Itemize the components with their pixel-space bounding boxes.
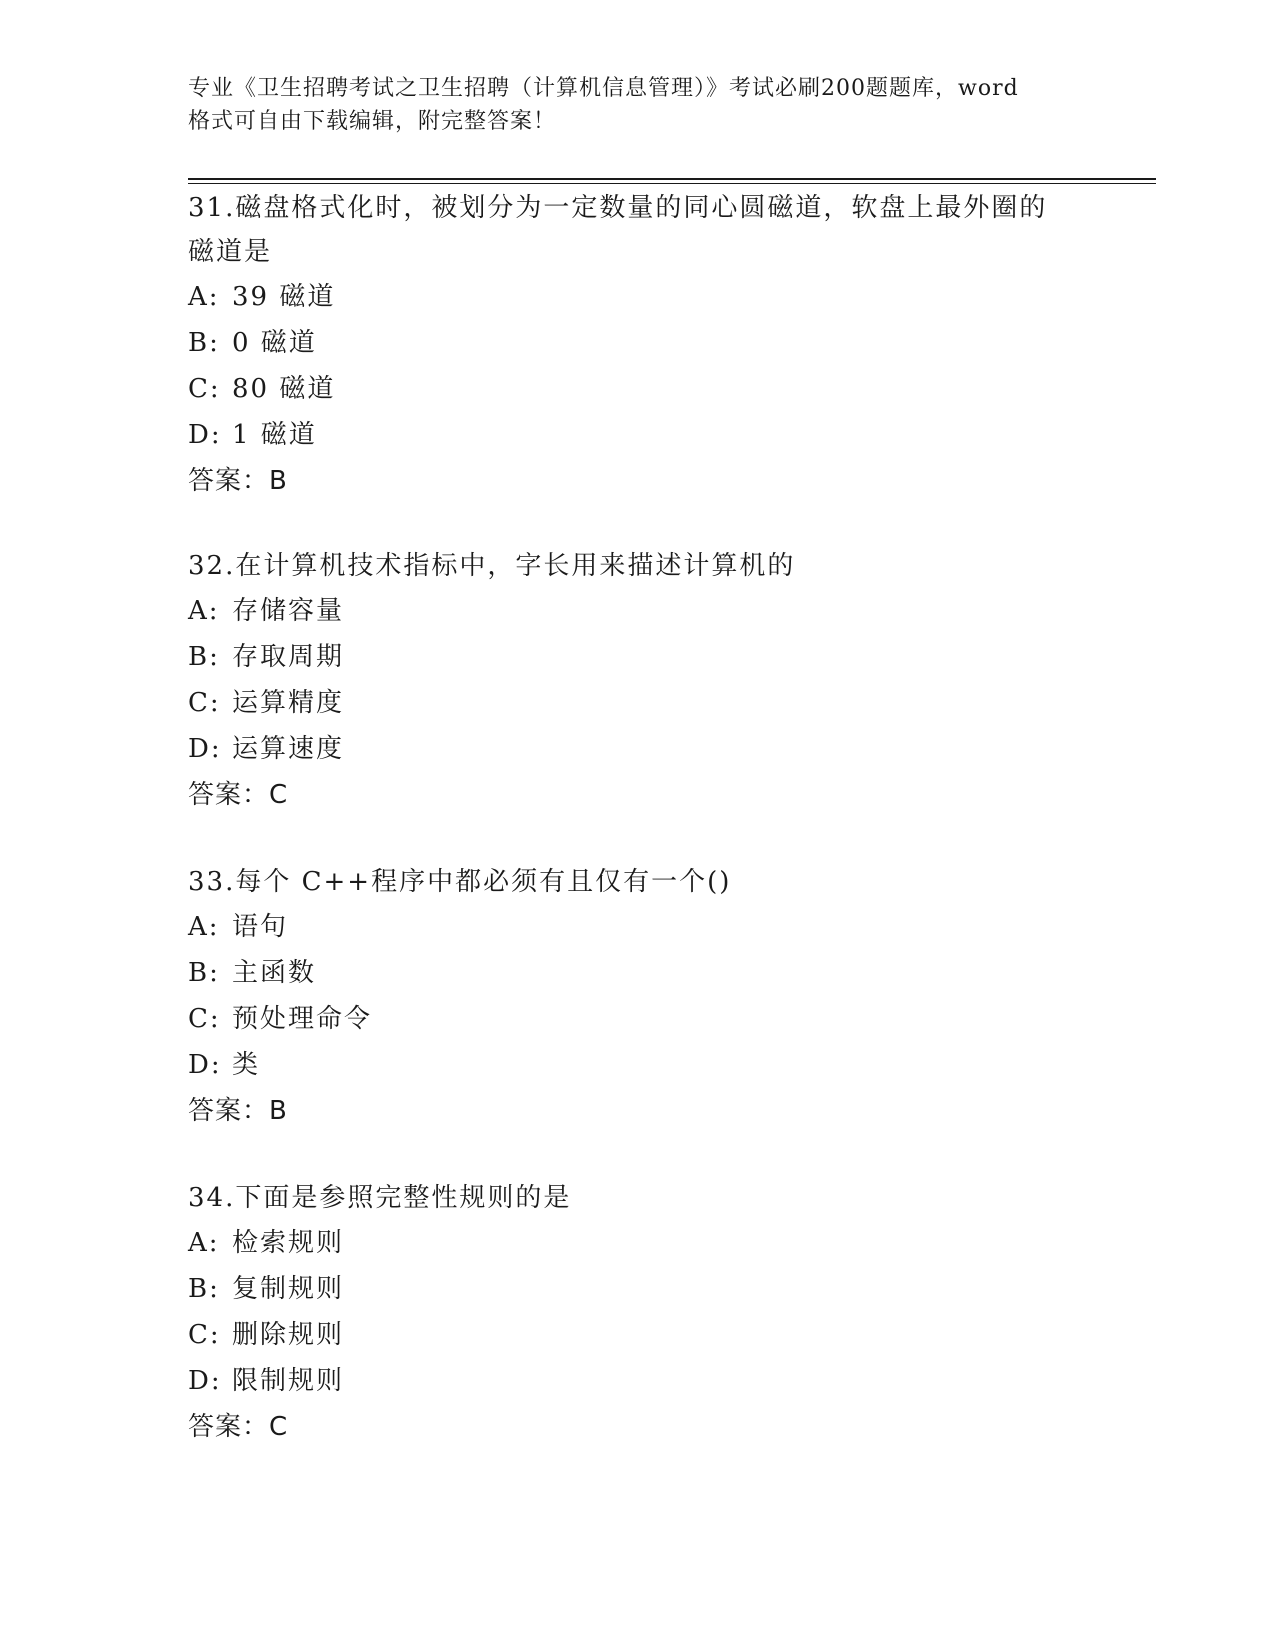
option-text: 存取周期 (232, 642, 345, 672)
option-b (188, 320, 1088, 366)
option-key: B: (188, 328, 220, 358)
question-stem-continued: 磁道是 (188, 237, 273, 267)
option-a (188, 588, 1088, 634)
option-text: 语句 (232, 912, 289, 942)
option-c (188, 366, 1088, 412)
option-text: 39 磁道 (232, 282, 336, 312)
option-a (188, 1220, 1088, 1266)
question-stem: 33.每个 C++程序中都必须有且仅有一个() (188, 867, 732, 897)
option-text: 80 磁道 (232, 374, 336, 404)
option-key: A: (188, 596, 220, 626)
option-text: 主函数 (232, 958, 317, 988)
option-c (188, 1312, 1088, 1358)
option-text: 预处理命令 (232, 1004, 373, 1034)
question-34 (188, 1176, 1088, 1450)
header-line-2: 格式可自由下载编辑，附完整答案！ (188, 109, 557, 134)
option-key: A: (188, 912, 220, 942)
option-text: 运算精度 (232, 688, 345, 718)
option-a (188, 274, 1088, 320)
option-c (188, 680, 1088, 726)
option-text: 0 磁道 (232, 328, 317, 358)
option-a (188, 904, 1088, 950)
question-32 (188, 544, 1088, 818)
question-stem: 32.在计算机技术指标中，字长用来描述计算机的 (188, 551, 796, 581)
option-key: C: (188, 688, 221, 718)
option-key: A: (188, 282, 220, 312)
option-b (188, 634, 1088, 680)
document-header (188, 72, 1088, 138)
option-c (188, 996, 1088, 1042)
option-b (188, 950, 1088, 996)
option-text: 运算速度 (232, 734, 345, 764)
answer-line: 答案：C (188, 780, 289, 810)
option-d (188, 1042, 1088, 1088)
option-text: 删除规则 (232, 1320, 345, 1350)
option-d (188, 1358, 1088, 1404)
option-key: C: (188, 1004, 221, 1034)
question-stem: 34.下面是参照完整性规则的是 (188, 1183, 572, 1213)
question-33 (188, 860, 1088, 1134)
option-key: C: (188, 374, 221, 404)
option-text: 类 (232, 1050, 261, 1080)
option-b (188, 1266, 1088, 1312)
option-key: B: (188, 1274, 220, 1304)
option-text: 检索规则 (232, 1228, 345, 1258)
option-key: D: (188, 420, 222, 450)
header-line-1: 专业《卫生招聘考试之卫生招聘（计算机信息管理）》考试必刷200题题库，word (188, 76, 1019, 101)
answer-line: 答案：B (188, 466, 288, 496)
question-stem: 31.磁盘格式化时，被划分为一定数量的同心圆磁道，软盘上最外圈的 (188, 193, 1048, 223)
option-key: B: (188, 642, 220, 672)
header-divider-thin (188, 183, 1156, 184)
option-d (188, 412, 1088, 458)
option-text: 1 磁道 (232, 420, 317, 450)
option-key: B: (188, 958, 220, 988)
question-31 (188, 186, 1088, 504)
option-key: D: (188, 1050, 222, 1080)
option-text: 复制规则 (232, 1274, 345, 1304)
option-key: D: (188, 734, 222, 764)
answer-line: 答案：B (188, 1096, 288, 1126)
answer-line: 答案：C (188, 1412, 289, 1442)
header-divider-thick (188, 178, 1156, 180)
option-key: D: (188, 1366, 222, 1396)
option-text: 限制规则 (232, 1366, 345, 1396)
option-d (188, 726, 1088, 772)
option-key: C: (188, 1320, 221, 1350)
option-text: 存储容量 (232, 596, 345, 626)
option-key: A: (188, 1228, 220, 1258)
